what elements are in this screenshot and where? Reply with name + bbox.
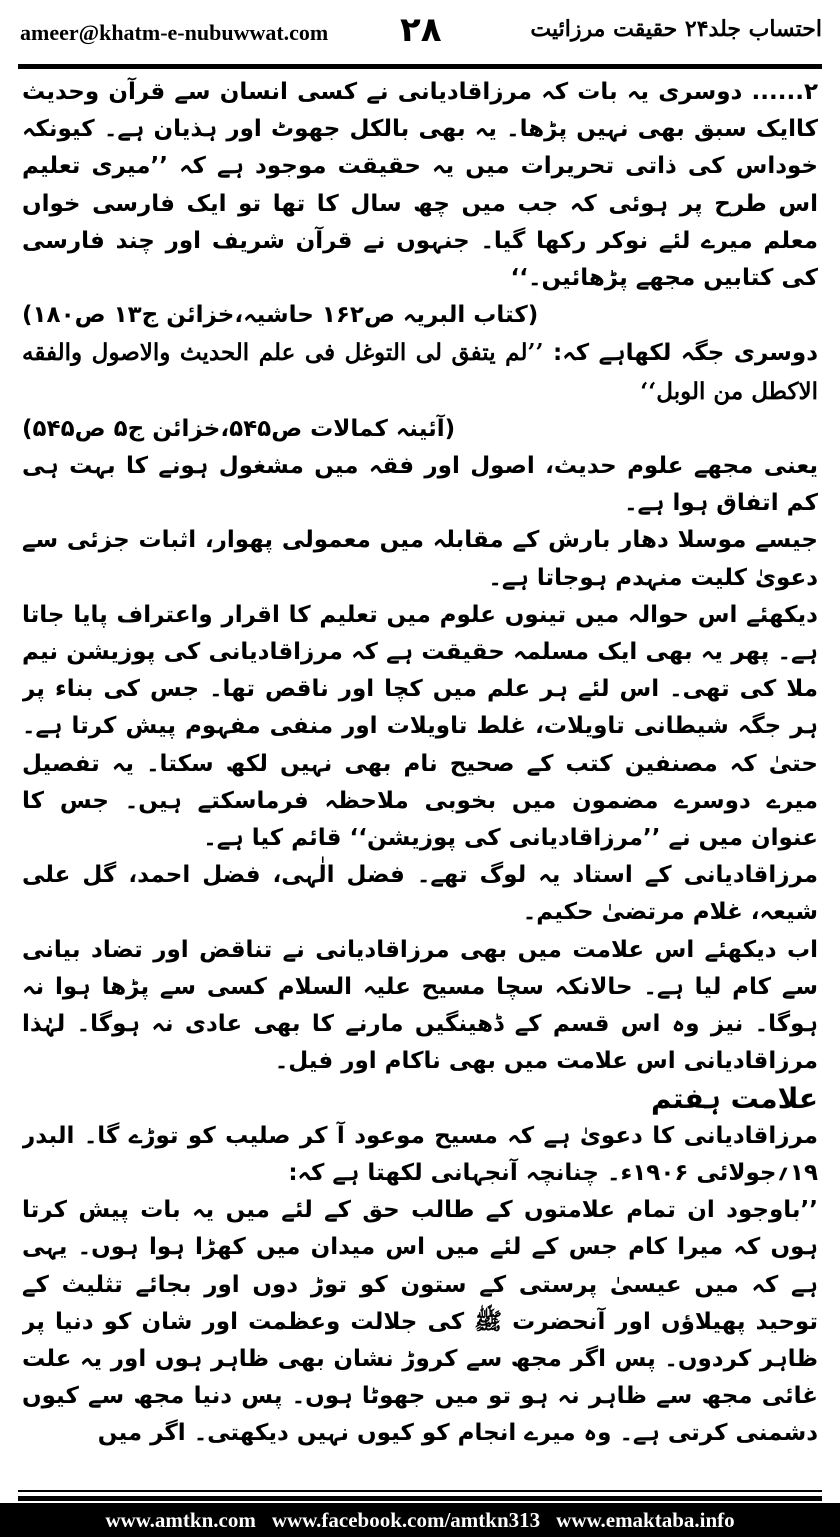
arabic-quote: ’’لم یتفق لی التوغل فی علم الحدیث والاصول والفقه الاکطل من الوبل‘‘ bbox=[22, 339, 818, 405]
reference-1: (کتاب البریہ ص۱۶۲ حاشیہ،خزائن ج۱۳ ص۱۸۰) bbox=[22, 302, 539, 329]
paragraph-3: یعنی مجھے علوم حدیث، اصول اور فقہ میں مشغول ہونے کا بہت ہی کم اتفاق ہوا ہے۔ bbox=[22, 453, 818, 517]
page-footer bbox=[0, 1503, 840, 1537]
book-title: احتساب جلد۲۴ حقیقت مرزائیت bbox=[530, 16, 822, 42]
section-heading: علامت ہفتم bbox=[650, 1082, 818, 1116]
page-header bbox=[0, 0, 840, 64]
footer-rule-thin bbox=[18, 1490, 822, 1492]
paragraph-1: ۲...... دوسری یہ بات کہ مرزاقادیانی نے کسی انسان سے قرآن وحدیث کاایک سبق بھی نہیں پڑھا۔ یہ بھی بالکل جھوٹ اور ہذیان ہے۔ کیونکہ خوداس کی ذاتی تحریرات میں یہ حقیقت موجود ہے کہ ’’میری تعلیم اس طرح پر ہوئی کہ جب میں چھ سال کا تھا تو ایک فارسی خواں معلم میرے لئے نوکر رکھا گیا۔ جنہوں نے قرآن شریف اور چند فارسی کی کتابیں مجھے پڑھائیں۔‘‘ bbox=[22, 79, 818, 292]
paragraph-5: دیکھئے اس حوالہ میں تینوں علوم میں تعلیم کا اقرار واعتراف پایا جاتا ہے۔ پھر یہ بھی ایک مسلمہ حقیقت ہے کہ مرزاقادیانی کی پوزیشن نیم ملا کی تھی۔ اس لئے ہر علم میں کچا اور ناقص تھا۔ جس کی بناء پر ہر جگہ شیطانی تاویلات، غلط تاویلات اور منفی مفہوم پیش کرتا ہے۔ حتیٰ کہ مصنفین کتب کے صحیح نام بھی نہیں لکھ سکتا۔ یہ تفصیل میرے دوسرے مضمون میں بخوبی ملاحظہ فرماسکتے ہیں۔ جس کا عنوان میں نے ’’مرزاقادیانی کی پوزیشن‘‘ قائم کیا ہے۔ bbox=[22, 601, 818, 852]
paragraph-9: ’’باوجود ان تمام علامتوں کے طالب حق کے لئے میں یہ بات پیش کرتا ہوں کہ میرا کام جس کے لئے میں اس میدان میں کھڑا ہوا ہوں۔ یہی ہے کہ میں عیسیٰ پرستی کے ستون کو توڑ دوں اور بجائے تثلیث کے توحید پھیلاؤں اور آنحضرت ﷺ کی جلالت وعظمت اور شان کو دنیا پر ظاہر کردوں۔ پس اگر مجھ سے کروڑ نشان بھی ظاہر ہوں اور یہ علت غائی مجھ سے ظاہر نہ ہو تو میں جھوٹا ہوں۔ پس دنیا مجھ سے کیوں دشمنی کرتی ہے۔ وہ میرے انجام کو کیوں نہیں دیکھتی۔ اگر میں bbox=[22, 1197, 818, 1447]
reference-2: (آئینہ کمالات ص۵۴۵،خزائن ج۵ ص۵۴۵) bbox=[22, 415, 456, 442]
footer-link-emaktaba[interactable]: www.emaktaba.info bbox=[556, 1507, 735, 1532]
footer-link-facebook[interactable]: www.facebook.com/amtkn313 bbox=[271, 1507, 541, 1532]
paragraph-8: مرزاقادیانی کا دعویٰ ہے کہ مسیح موعود آ کر صلیب کو توڑے گا۔ البدر ۱۹؍جولائی ۱۹۰۶ء۔ چنانچہ آنجہانی لکھتا ہے کہ: bbox=[22, 1122, 818, 1186]
paragraph-2 bbox=[22, 334, 818, 410]
footer-rule-thick bbox=[18, 1496, 822, 1501]
footer-link-amtkn[interactable]: www.amtkn.com bbox=[105, 1507, 256, 1532]
header-rule bbox=[18, 64, 822, 69]
paragraph-2-intro: دوسری جگہ لکھاہے کہ: bbox=[553, 340, 818, 367]
paragraph-7: اب دیکھئے اس علامت میں بھی مرزاقادیانی نے تناقض اور تضاد بیانی سے کام لیا ہے۔ حالانکہ سچا مسیح علیہ السلام کسی سے پڑھا ہوا نہ ہوگا۔ نیز وہ اس قسم کے ڈھینگیں مارنے کا بھی عادی نہ ہوگا۔ لہٰذا مرزاقادیانی اس علامت میں بھی ناکام اور فیل۔ bbox=[22, 936, 818, 1075]
page-body bbox=[22, 74, 818, 1484]
page-number: ۲۸ bbox=[400, 10, 442, 50]
header-email: ameer@khatm-e-nubuwwat.com bbox=[20, 20, 329, 45]
paragraph-6: مرزاقادیانی کے استاد یہ لوگ تھے۔ فضل الٰہی، فضل احمد، گل علی شیعہ، غلام مرتضیٰ حکیم۔ bbox=[22, 862, 818, 926]
paragraph-4: جیسے موسلا دھار بارش کے مقابلہ میں معمولی پھوار، اثبات جزئی سے دعویٰ کلیت منہدم ہوجاتا ہے۔ bbox=[22, 527, 818, 591]
